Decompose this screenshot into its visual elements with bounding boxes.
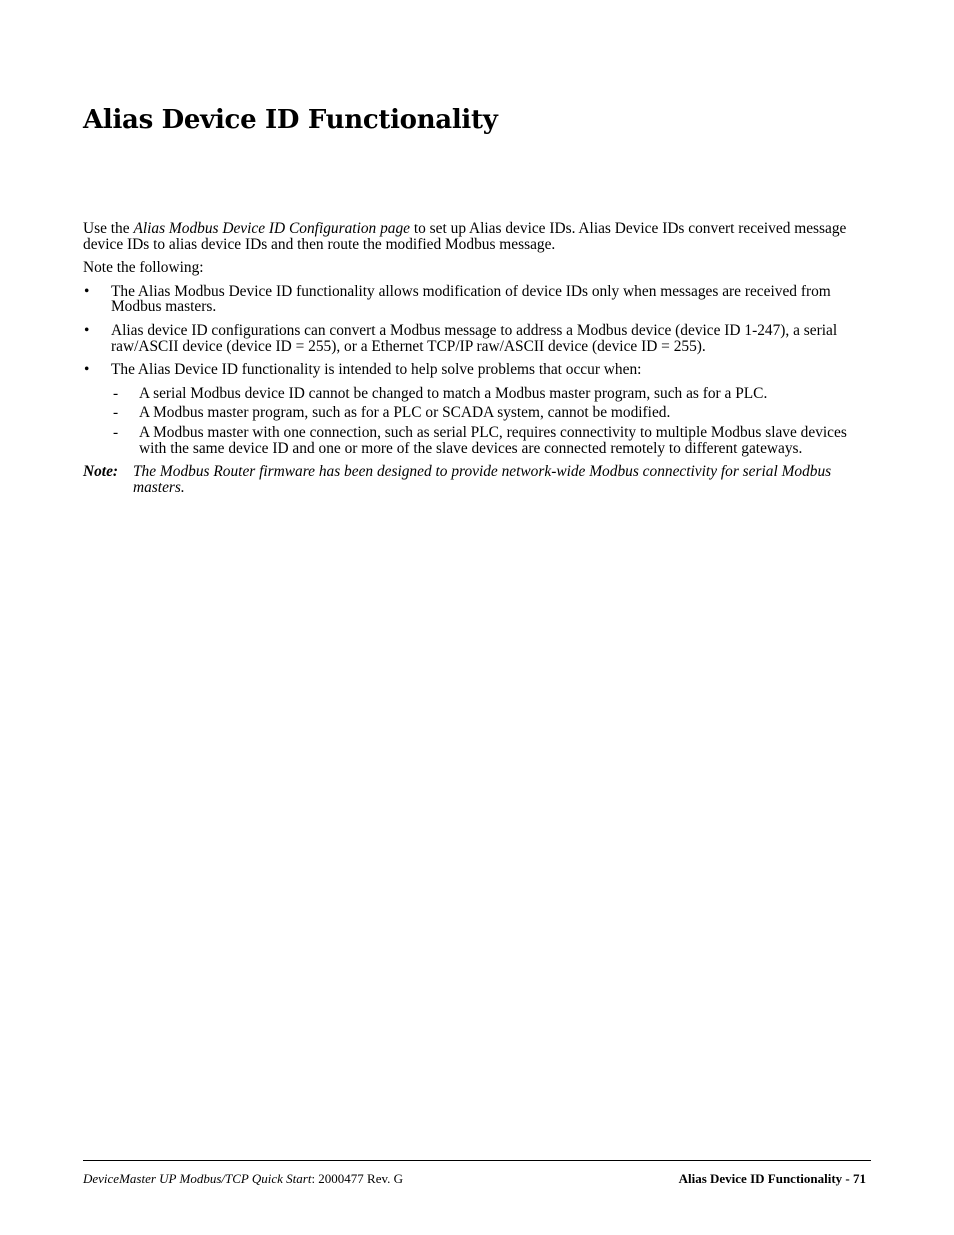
footer-doc-title: DeviceMaster UP Modbus/TCP Quick Start	[83, 1171, 312, 1186]
config-page-reference[interactable]: Alias Modbus Device ID Configuration page	[133, 220, 411, 237]
dash-icon: -	[113, 404, 119, 422]
footer-divider	[83, 1160, 871, 1161]
list-item	[83, 323, 871, 354]
sub-bullet-list	[111, 386, 871, 456]
sub-list-item-text: A Modbus master program, such as for a PLC or SCADA system, cannot be modified.	[139, 404, 671, 422]
bullet-list	[83, 284, 871, 456]
intro-prefix: Use the	[83, 220, 134, 237]
list-item	[83, 362, 871, 456]
footer-document-info	[83, 1171, 403, 1187]
sub-list-item	[111, 425, 871, 456]
list-item-text: Alias device ID configurations can convert a Modbus message to address a Modbus device (device ID 1-247), a serial raw/ASCII device (device ID = 255), or a Ethernet TCP/IP raw/ASCII device (device ID = 255).	[111, 321, 838, 355]
bullet-icon: •	[84, 282, 90, 300]
footer-doc-number: : 2000477 Rev. G	[311, 1171, 404, 1186]
sub-list-item-text: A serial Modbus device ID cannot be changed to match a Modbus master program, such as for a PLC.	[139, 384, 768, 402]
sub-list-item	[111, 386, 871, 402]
body-content	[83, 221, 871, 495]
note-label: Note:	[83, 463, 119, 481]
sub-list-item	[111, 405, 871, 421]
note-text: The Modbus Router firmware has been designed to provide network-wide Modbus connectivity for serial Modbus masters.	[133, 463, 832, 496]
footer-page-label: Alias Device ID Functionality - 71	[678, 1171, 866, 1186]
list-item	[83, 284, 871, 315]
dash-icon: -	[113, 384, 119, 402]
sub-list-item-text: A Modbus master with one connection, such as serial PLC, requires connectivity to multiple Modbus slave devices with the same device ID and one or more of the slave devices are connected remotely to different gateways.	[139, 423, 847, 457]
note-block	[83, 464, 871, 495]
bullet-icon: •	[84, 321, 90, 339]
note-following-text: Note the following:	[83, 259, 204, 277]
page-title: Alias Device ID Functionality	[83, 105, 498, 135]
list-item-text: The Alias Device ID functionality is intended to help solve problems that occur when:	[111, 361, 642, 379]
intro-suffix: to set up Alias device IDs. Alias Device IDs convert received message device IDs to alias device IDs and then route the modified Modbus message.	[83, 220, 847, 253]
bullet-icon: •	[84, 361, 90, 379]
intro-paragraph	[83, 221, 871, 252]
list-item-text: The Alias Modbus Device ID functionality allows modification of device IDs only when messages are received from Modbus masters.	[111, 282, 831, 316]
dash-icon: -	[113, 423, 119, 441]
